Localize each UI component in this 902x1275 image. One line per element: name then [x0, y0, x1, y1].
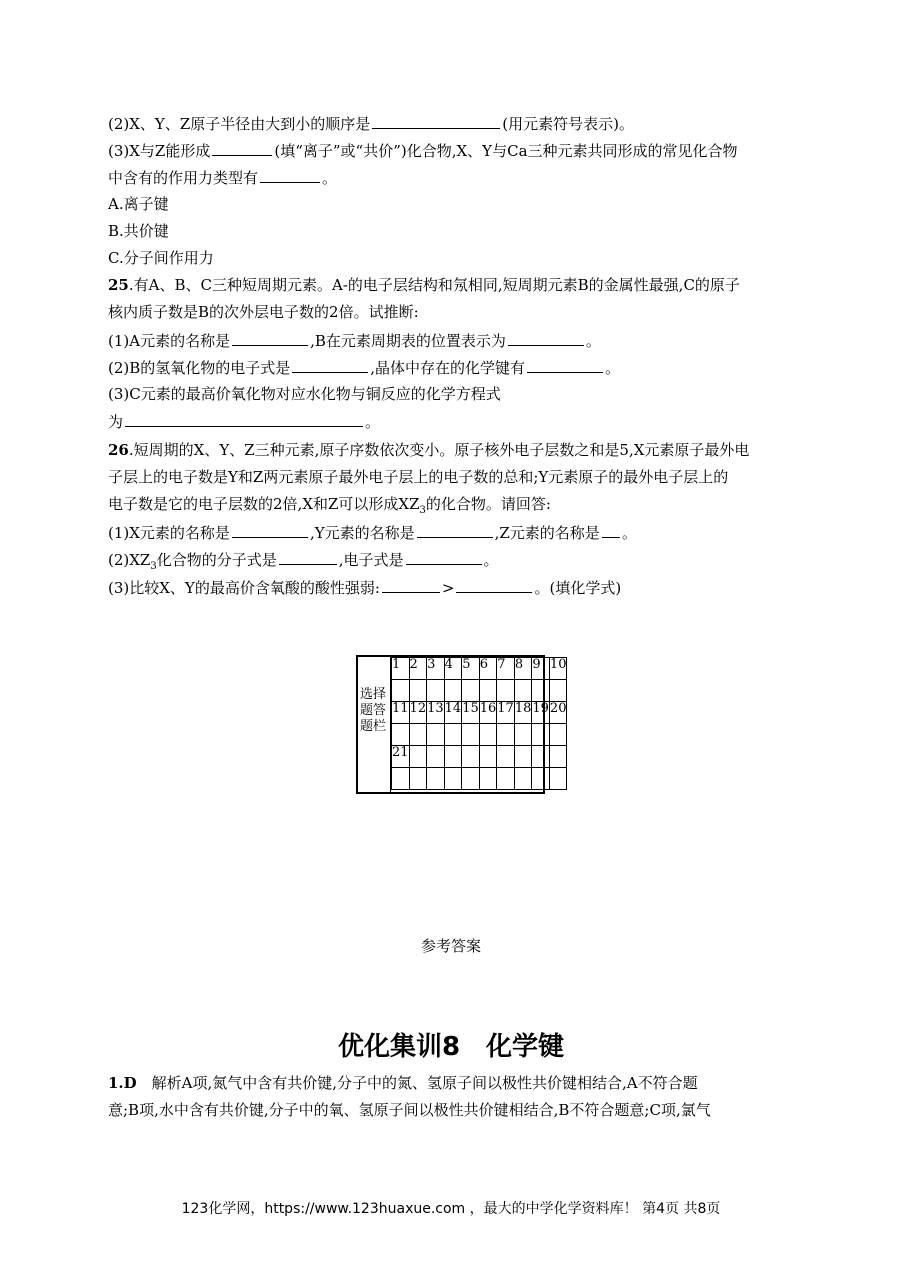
grid-answer-cell[interactable]: [497, 680, 515, 702]
grid-answer-cell[interactable]: [549, 680, 567, 702]
grid-cell: [532, 746, 550, 768]
grid-answer-cell[interactable]: [532, 680, 550, 702]
answer-blank: [382, 577, 440, 593]
grid-cell: 16: [479, 702, 497, 724]
text: (用元素符号表示)。: [502, 115, 634, 133]
section-title: 优化集训8 化学键: [337, 1032, 565, 1062]
answer-blank: [602, 522, 620, 538]
option-a: A.离子键: [108, 195, 169, 213]
grid-cell: [497, 746, 515, 768]
grid-cell: [444, 746, 462, 768]
text: 中含有的作用力类型有: [108, 169, 259, 187]
grid-cell: 4: [444, 658, 462, 680]
text: (2)X、Y、Z原子半径由大到小的顺序是: [108, 115, 371, 133]
grid-answer-cell[interactable]: [462, 768, 480, 790]
text: 。: [365, 413, 381, 431]
answer-blank: [125, 411, 363, 427]
text: 。: [322, 169, 338, 187]
grid-cell: [462, 746, 480, 768]
grid-answer-cell[interactable]: [532, 724, 550, 746]
text: 电子数是它的电子层数的2倍,X和Z可以形成XZ: [108, 495, 420, 513]
grid-answer-cell[interactable]: [427, 724, 445, 746]
grid-answer-cell[interactable]: [444, 724, 462, 746]
answer-grid-label: [358, 657, 391, 792]
text: ,电子式是: [338, 551, 404, 569]
grid-row-numbers-2: [392, 702, 567, 724]
answer-blank: [232, 330, 308, 346]
answer-blank: [508, 330, 584, 346]
grid-row-answers-2: [392, 724, 567, 746]
grid-answer-cell[interactable]: [532, 768, 550, 790]
grid-row-numbers-3: [392, 746, 567, 768]
grid-cell: 14: [444, 702, 462, 724]
answer-blank: [232, 522, 308, 538]
grid-cell: 5: [462, 658, 480, 680]
grid-answer-cell[interactable]: [462, 724, 480, 746]
answer-grid-table: [391, 657, 567, 790]
grid-cell: [514, 746, 532, 768]
q25-line1: [108, 275, 740, 295]
grid-answer-cell[interactable]: [409, 768, 427, 790]
text: (3)X与Z能形成: [108, 142, 211, 160]
text: 为: [108, 413, 124, 431]
grid-row-answers-1: [392, 680, 567, 702]
grid-cell: 9: [532, 658, 550, 680]
q24-part2: [108, 113, 634, 134]
grid-answer-cell[interactable]: [549, 724, 567, 746]
grid-cell: 19: [532, 702, 550, 724]
grid-cell: 11: [392, 702, 410, 724]
q25-line4: [108, 357, 620, 378]
grid-cell: 2: [409, 658, 427, 680]
text: (填“离子”或“共价”)化合物,X、Y与Ca三种元素共同形成的常见化合物: [274, 142, 738, 160]
grid-answer-cell[interactable]: [497, 724, 515, 746]
question-number: 25: [108, 276, 129, 294]
grid-cell: 6: [479, 658, 497, 680]
answer1-line1: [108, 1073, 698, 1093]
grid-answer-cell[interactable]: [497, 768, 515, 790]
grid-cell: 20: [549, 702, 567, 724]
grid-row-numbers-1: [392, 658, 567, 680]
subscript: 3: [419, 505, 426, 516]
answer-blank: [372, 113, 500, 129]
option-c: C.分子间作用力: [108, 249, 214, 267]
grid-answer-cell[interactable]: [444, 768, 462, 790]
grid-row-answers-3: [392, 768, 567, 790]
answer-blank: [260, 167, 320, 183]
text: ,Z元素的名称是: [494, 524, 600, 542]
question-number: 26: [108, 441, 129, 459]
grid-answer-cell[interactable]: [427, 680, 445, 702]
answer-blank: [527, 357, 603, 373]
q26-line3: [108, 494, 551, 521]
grid-answer-cell[interactable]: [514, 768, 532, 790]
text: >: [441, 579, 455, 597]
grid-answer-cell[interactable]: [479, 768, 497, 790]
q25-line3: [108, 330, 601, 351]
text: 的化合物。请回答:: [425, 495, 551, 513]
text: 解析A项,氮气中含有共价键,分子中的氮、氢原子间以极性共价键相结合,A不符合题: [136, 1074, 698, 1092]
option-b: B.共价键: [108, 222, 169, 240]
text: (1)X元素的名称是: [108, 524, 230, 542]
text: 。: [605, 359, 621, 377]
text: (2)B的氢氧化物的电子式是: [108, 359, 291, 377]
grid-answer-cell[interactable]: [549, 768, 567, 790]
text: 化合物的分子式是: [156, 551, 277, 569]
q26-line5: [108, 549, 499, 577]
answer-blank: [406, 549, 482, 565]
q26-line2: 子层上的电子数是Y和Z两元素原子最外电子层上的电子数的总和;Y元素原子的最外电子层上的: [108, 468, 729, 486]
q26-line1: [108, 440, 749, 460]
text: 。: [621, 524, 637, 542]
grid-cell: 12: [409, 702, 427, 724]
answer-number: 1.D: [108, 1074, 137, 1092]
grid-answer-cell[interactable]: [392, 724, 410, 746]
grid-cell: 21: [392, 746, 410, 768]
grid-cell: 8: [514, 658, 532, 680]
answer-blank: [417, 522, 493, 538]
side-label: 选择题答题栏: [360, 687, 387, 734]
subscript: 3: [150, 561, 157, 572]
grid-answer-cell[interactable]: [462, 680, 480, 702]
grid-answer-cell[interactable]: [514, 724, 532, 746]
text: (2)XZ: [108, 551, 151, 569]
q26-line4: [108, 522, 637, 543]
grid-answer-cell[interactable]: [479, 680, 497, 702]
text: .有A、B、C三种短周期元素。A-的电子层结构和氖相同,短周期元素B的金属性最强,C的原子: [128, 276, 740, 294]
q24-part3-cont: [108, 167, 337, 188]
text: (1)A元素的名称是: [108, 332, 231, 350]
answer-blank: [212, 140, 272, 156]
answer-blank: [279, 549, 337, 565]
text: 。(填化学式): [534, 579, 622, 597]
grid-cell: 13: [427, 702, 445, 724]
answer-blank: [456, 577, 532, 593]
grid-cell: 10: [549, 658, 567, 680]
grid-answer-cell[interactable]: [392, 680, 410, 702]
answer-blank: [292, 357, 368, 373]
grid-answer-cell[interactable]: [409, 680, 427, 702]
grid-answer-cell[interactable]: [427, 768, 445, 790]
grid-cell: 3: [427, 658, 445, 680]
grid-cell: [479, 746, 497, 768]
answer1-line2: 意;B项,水中含有共价键,分子中的氧、氢原子间以极性共价键相结合,B不符合题意;C项,氯气: [108, 1101, 711, 1119]
grid-cell: [409, 746, 427, 768]
text: (3)比较X、Y的最高价含氧酸的酸性强弱:: [108, 579, 380, 597]
grid-cell: [549, 746, 567, 768]
text: .短周期的X、Y、Z三种元素,原子序数依次变小。原子核外电子层数之和是5,X元素原子最外电: [128, 441, 750, 459]
q24-part3: [108, 140, 738, 161]
grid-cell: 18: [514, 702, 532, 724]
q25-line2: 核内质子数是B的次外层电子数的2倍。试推断:: [108, 303, 419, 321]
q26-line6: [108, 577, 621, 598]
grid-cell: 1: [392, 658, 410, 680]
text: ,B在元素周期表的位置表示为: [310, 332, 506, 350]
text: ,晶体中存在的化学键有: [370, 359, 526, 377]
grid-answer-cell[interactable]: [444, 680, 462, 702]
grid-cell: 17: [497, 702, 515, 724]
grid-cell: 15: [462, 702, 480, 724]
text: ,Y元素的名称是: [309, 524, 415, 542]
page-footer: 123化学网，https://www.123huaxue.com ，最大的中学化学资料库！ 第4页 共8页: [181, 1201, 721, 1217]
grid-cell: [427, 746, 445, 768]
grid-answer-cell[interactable]: [514, 680, 532, 702]
grid-answer-cell[interactable]: [409, 724, 427, 746]
q25-line5: (3)C元素的最高价氧化物对应水化物与铜反应的化学方程式: [108, 385, 501, 403]
text: 。: [483, 551, 499, 569]
answer-heading: 参考答案: [420, 937, 481, 955]
grid-answer-cell[interactable]: [392, 768, 410, 790]
answer-grid: [356, 655, 567, 794]
grid-answer-cell[interactable]: [479, 724, 497, 746]
text: 。: [585, 332, 601, 350]
grid-cell: 7: [497, 658, 515, 680]
q25-line6: [108, 411, 380, 432]
